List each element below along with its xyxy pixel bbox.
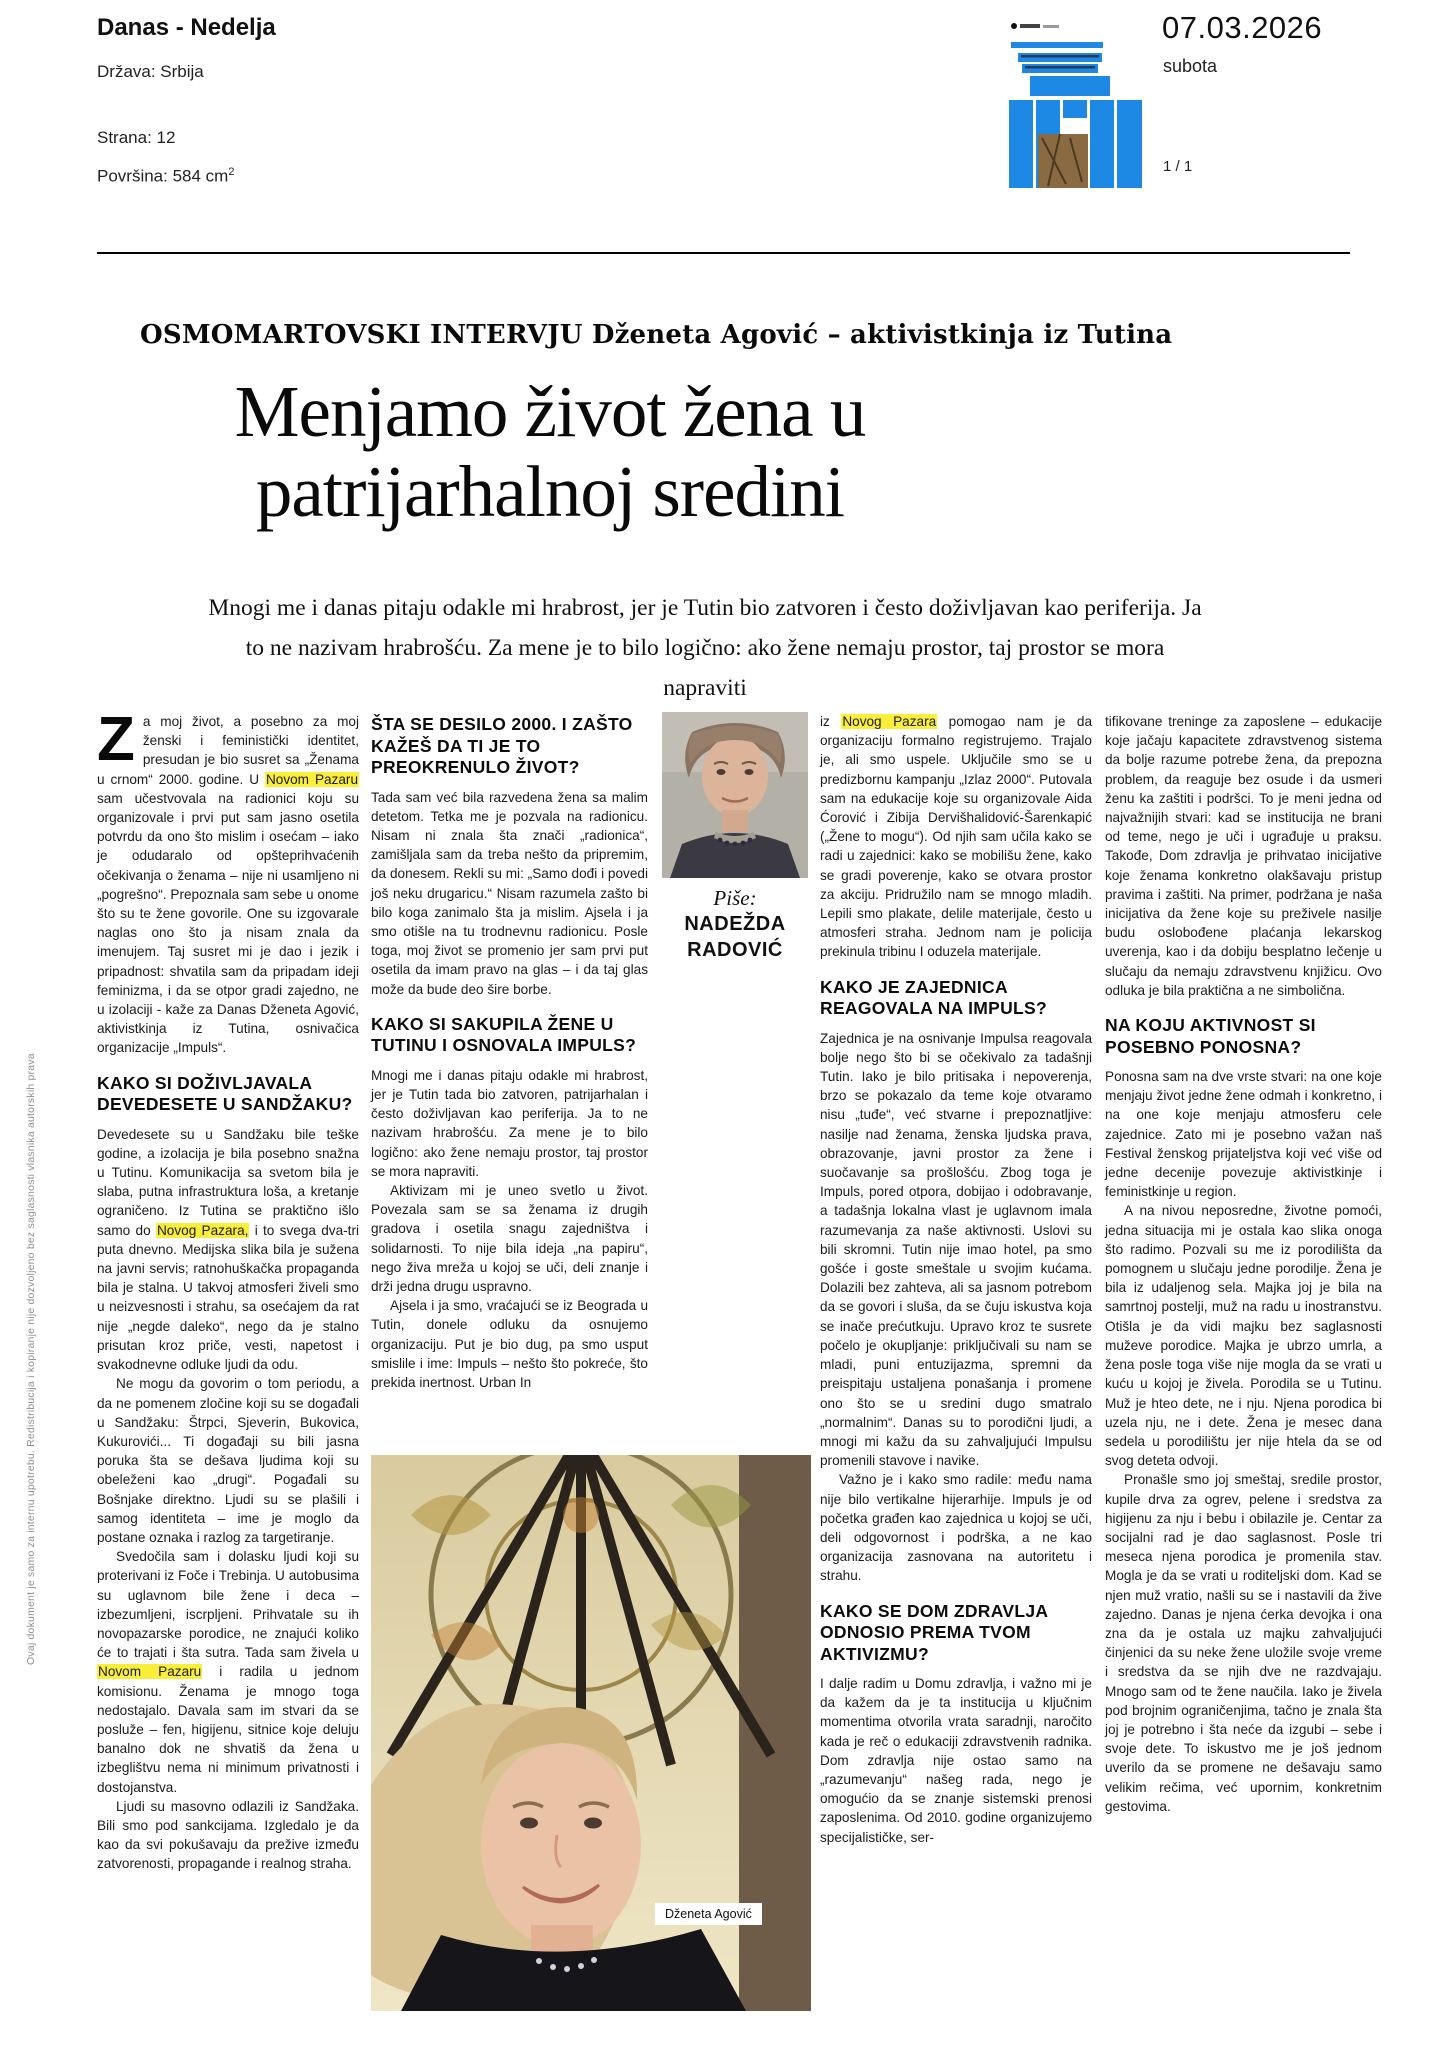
body-paragraph: A na nivou neposredne, životne pomoći, jedna situacija mi je ostala kao slika onoga što radimo. Pozvali su me iz porodilišta da pomognem u slučaju jedne porodilje. Žena je bila iz udaljenog sela. Majka joj je bila na samrtnoj postelji, muž na radu u inostranstvu. Otišla je da vidi majku bez saglasnosti muževe porodice. Majka je ubrzo umrla, a žena posle toga više nije mogla da se vrati u kuću u kojoj je živela. Porodila se u Tutinu. Muž je hteo dete, ne i nju. Njena porodica bi uzela nju, ne i dete. Žena je mesec dana sedela u porodilištu jer nije htela da se od svog deteta odvoji. [1105,1203,1382,1469]
section-subhead: NA KOJU AKTIVNOST SI POSEBNO PONOSNA? [1105,1015,1316,1057]
byline-name-line1: NADEŽDA [684,913,786,935]
highlight: Novog Pazara [842,714,937,729]
body-paragraph: Ne mogu da govorim o tom periodu, a da ne pomenem zločine koji su se događali u Sandžaku: Štrpci, Sjeverin, Bukovica, Kukurovići... Ti događaji su bili jasna poruka šta se dešava ljudima koji su obeleženi kao „drugi“. Pogađali su Bošnjake direktno. Ljudi su se plašili i samog identiteta – ime je moglo da postane oznaka i razlog za targetiranje. [97,1376,359,1545]
body-paragraph: Tada sam već bila razvedena žena sa malim detetom. Tetka me je pozvala na radionicu. Nisam ni znala šta znači „radionica“, zamišljala sam da treba nešto da pripremim, da donesem. Rekli su mi: „Samo dođi i povedi još neku drugaricu.“ Nisam razumela zašto bi bilo koga zanimalo šta ja mislim. Ajsela i ja smo otišle na tu trodnevnu radionicu. Posle toga, moj život se promenio jer sam prvi put osetila da imam pravo na glas – i da taj glas može da bude deo šire borbe. [371,789,648,997]
highlight: Novom Pazaru [98,1664,202,1680]
byline-name-line2: RADOVIĆ [687,939,783,961]
byline-label: Piše: [713,886,757,910]
body-paragraph: Svedočila sam i dolasku ljudi koji su proterivani iz Foče i Trebinja. U autobusima su uglavnom bile žene i deca – izbezumljeni, iscrpljeni. Prihvatale su ih novopazarske porodice, ne znajući koliko će to trajati i šta sutra. Tada sam živela u Novom Pazaru i radila u jednom komisionu. Ženama je mnogo toga nedostajalo. Davala sam im stvari da se posluže – fen, higijenu, sitnice koje deluju banalno dok ne shvatiš da žena u izbeglištvu nema ni minimum privatnosti i dostojanstva. [97,1549,359,1795]
area-label [97,166,234,187]
article-title [90,372,1010,532]
article-column-4 [1105,712,1382,1816]
country-label: Država: Srbija [97,62,204,81]
article-column-3 [820,712,1092,1847]
drop-cap: Z [97,705,135,774]
article-column-2 [371,712,648,1392]
highlight: Novog Pazara, [156,1222,249,1238]
publication-name: Danas - Nedelja [97,14,276,41]
section-subhead: KAKO SI SAKUPILA ŽENE U TUTINU I OSNOVALA IMPULS? [371,1013,637,1056]
body-paragraph: tifikovane treninge za zaposlene – edukacije koje jačaju kapacitete zdravstvenog sistema da bolje razume potrebe žena, da prepozna problem, da reaguje bez osude i da usmeri ženu ka zaštiti i podršci. To je meni jedna od najvažnijih stvari: kad se institucija ne brani od teme, nego je uči i ugrađuje u praksu. Takođe, Dom zdravlja je prihvatao inicijative koje ženama konkretno olakšavaju pristup pravima i zaštiti. Na primer, podržana je naša inicijativa da žene koje su preživele nasilje budu oslobođene plaćanja lekarskog uverenja, kao i da dobiju besplatno lečenje u slučaju da nemaju zdravstvenu knjižicu. Ovo odluka je bila praktična a ne simbolična. [1105,714,1382,998]
body-paragraph: Važno je i kako smo radile: među nama nije bilo vertikalne hijerarhije. Impuls je od početka građen kao zajednica u kojoj se uči, deli odgovornost i podrška, a ne kao organizacija zasnovana na autoritetu i strahu. [820,1472,1092,1584]
article-photo [371,1455,811,2011]
article-kicker: OSMOMARTOVSKI INTERVJU Dženeta Agović – aktivistkinja iz Tutina [140,320,1173,350]
article-lead: Mnogi me i danas pitaju odakle mi hrabrost, jer je Tutin bio zatvoren i često doživljavan kao periferija. Ja to ne nazivam hrabrošću. Za mene je to bilo logično: ako žene nemaju prostor, taj prostor se mora napraviti [208,595,1202,701]
page-indicator: 1 / 1 [1163,158,1193,175]
article-title-line1: Menjamo život žena u [234,371,866,452]
body-paragraph: iz Novog Pazara pomogao nam je da organizaciju formalno registrujemo. Trajalo je, ali smo uspele. Uključile smo se u predizbornu kampanju „Izlaz 2000“. Putovala sam na edukacije koje su organizovale Aida Ćorović i Zibija Dervišhalidović-Šarenkapić („Žene to mogu“). Od njih sam učila kako se radi u zajednici: kako se mobilišu žene, kako se gradi poverenje, kako se otvara prostor za akciju. Pridružilo nam se mnogo mladih. Lepili smo plakate, delile materijale, često u atmosferi straha. Jednom nam je policija prekinula tribinu I oduzela materijale. [820,714,1092,960]
page-number-label: Strana: 12 [97,128,176,147]
highlight: Novom Pazaru [265,771,359,787]
body-paragraph: Mnogi me i danas pitaju odakle mi hrabrost, jer je Tutin tada bio zatvoren, patrijarhalan i često doživljavan kao periferija. Ja to ne nazivam hrabrošću. Za mene je to bilo logično: ako žene nemaju prostor, taj prostor se mora napraviti. [371,1067,648,1179]
article-photo-image [371,1455,811,2011]
author-portrait-photo [662,712,808,878]
body-paragraph: Aktivizam mi je uneo svetlo u život. Povezala sam se sa ženama iz drugih gradova i osetila snagu zajedništva i solidarnosti. To nije bila ideja „na papiru“, nego živa mreža u kojoj se uči, deli znanje i drži jedna drugu uspravno. [371,1182,648,1294]
issue-day: subota [1163,56,1218,76]
body-paragraph: Ajsela i ja smo, vraćajući se iz Beograda u Tutin, donele odluku da osnujemo organizaciju. Put je bio dug, pa smo usput smislile i ime: Impuls – nešto što pokreće, što prekida inertnost. Urban In [371,1298,648,1390]
author-portrait-image [662,712,808,878]
body-paragraph: Zajednica je na osnivanje Impulsa reagovala bolje nego što bi se očekivalo za tadašnji Tutin. Iako je bilo pritisaka i nepoverenja, brzo se pokazalo da teme koje otvaramo nisu „tuđe“, već stvarne i prepoznatljive: nasilje nad ženama, ženska ljudska prava, obrazovanje, javni prostor za žene i suočavanje sa prošlošću. Zbog toga je Impuls, pored otpora, dobijao i odobravanje, a tadašnja lokalna vlast je uglavnom imala razumevanja za naše aktivnosti. Uslovi su bili skromni. Tutin nije imao hotel, pa smo gošće i goste smeštale u svojim kućama. Dolazili bez zahteva, ali sa jasnom potrebom da se govori i sluša, da se čuju iskustva koja se inače prećutkuju. Upravo kroz te susrete počelo je okupljanje: priključivali su nam se mladi, puni entuzijazma, spremni da preispitaju ustaljena ponašanja i promene ono što se u sredini dugo smatralo „normalnim“. Danas su to porodični ljudi, a mnogi mi kažu da su zahvaljujući Impulsu promenili stavove i navike. [820,1030,1092,1469]
body-paragraph: Devedesete su u Sandžaku bile teške godine, a izolacija je bila posebno snažna u Tutinu. Komunikacija sa svetom bila je slaba, putna infrastruktura loša, a kretanje ograničeno. Iz Tutina se praktično išlo samo do Novog Pazara, i to svega dva-tri puta dnevno. Medijska slika bila je sužena na javni servis; ratnohuškačka propaganda bila je stalna. U takvoj atmosferi živeli smo u neizvesnosti i strahu, sa osećajem da rat nije „negde daleko“, nego da je stalno prisutan kroz priče, vesti, napetost i svakodnevne odluke ljudi da odu. [97,1126,360,1373]
section-subhead: KAKO JE ZAJEDNICA REAGOVALA NA IMPULS? [820,976,1048,1019]
body-paragraph: I dalje radim u Domu zdravlja, i važno mi je da kažem da je ta institucija u ključnim momentima otvorila vrata saradnji, naročito kada je reč o edukaciji zdravstvenih radnika. Dom zdravlja nije ostao samo na „razumevanju“ našeg rada, nego je omogućio da se znanje sistemski prenosi zaposlenima. Od 2010. godine organizujemo specijalističke, ser- [820,1676,1092,1845]
copyright-watermark: Ovaj dokument je samo za internu upotrebu. Redistribucija i kopiranje nije dozvoljeno bez saglasnosti vlasnika autorskih prava [25,1053,37,1665]
area-superscript: 2 [228,166,235,178]
section-subhead: ŠTA SE DESILO 2000. I ZAŠTO KAŽEŠ DA TI JE TO PREOKRENULO ŽIVOT? [371,714,633,777]
body-paragraph: Ponosna sam na dve vrste stvari: na one koje menjaju život jedne žene odmah i konkretno, i na one koje menjaju atmosferu cele zajednice. Zato mi je posebno važan naš Festival ženskog prijateljstva koji već više od jedne decenije povezuje aktivistkinje i feministkinje u region. [1105,1069,1382,1200]
header-divider [97,252,1350,254]
issue-date: 07.03.2026 [1162,10,1323,45]
page-thumbnail-image [1008,6,1143,192]
article-column-1 [97,705,360,1874]
article-title-line2: patrijarhalnoj sredini [255,451,845,532]
byline [650,886,820,963]
section-subhead: KAKO SE DOM ZDRAVLJA ODNOSIO PREMA TVOM AKTIVIZMU? [820,1600,1048,1664]
body-paragraph: Pronašle smo joj smeštaj, sredile prostor, kupile drva za ogrev, pelene i sredstva za higijenu za nju i bebu i obilazile je. Centar za socijalni rad je dao saglasnost. Posle tri meseca njena porodica je promenila stav. Mogla je da se vrati u roditeljski dom. Kad se njen muž vratio, našli su se i nastavili da žive zajedno. Danas je njena ćerka devojka i ona zna da je ostala uz majku zahvaljujući činjenici da su neke žene uložile svoje vreme i sredstva da se njih dve ne razdvajaju. Mnogo sam od te žene naučila. Iako je živela pod brojnim ograničenjima, tačno je znala šta joj je potrebno i šta neće da izgubi – sebe i svoje dete. To iskustvo me je još jednom uverilo da se promene ne dešavaju samo velikim rečima, već upornim, konkretnim gestovima. [1105,1472,1382,1814]
photo-caption: Dženeta Agović [655,1903,762,1925]
page-thumbnail[interactable] [1008,6,1143,192]
section-subhead: KAKO SI DOŽIVLJAVALA DEVEDESETE U SANDŽAKU? [97,1072,353,1115]
body-paragraph: Ljudi su masovno odlazili iz Sandžaka. Bili smo pod sankcijama. Izgledalo je da kao da svi pokušavaju da prežive između zatvorenosti, propagande i realnog straha. [97,1798,359,1872]
body-paragraph: Za moj život, a posebno za moj ženski i feministički identitet, presudan je bio susret sa „Ženama u crnom“ 2000. godine. U Novom Pazaru sam učestvovala na radionici koju su organizovale i prvi put sam jasno osetila potvrdu da ono što mislim i osećam – iako je odudaralo od opšteprihvaćenih očekivanja o ženama – nije ni usamljeno ni „pogrešno“. Prepoznala sam sebe u onome što su te žene govorile. One su izgovarale naglas ono što ja nisam znala da imenujem. Taj susret mi je dao i jezik i pripadnost: shvatila sam da pripadam ideji feminizma, i da se otpor gradi zajedno, ne u izolaciji - kaže za Danas Dženeta Agović, aktivistkinja iz Tutina, osnivačica organizacije „Impuls“. [97,705,359,1056]
area-value: Površina: 584 cm [97,166,229,186]
